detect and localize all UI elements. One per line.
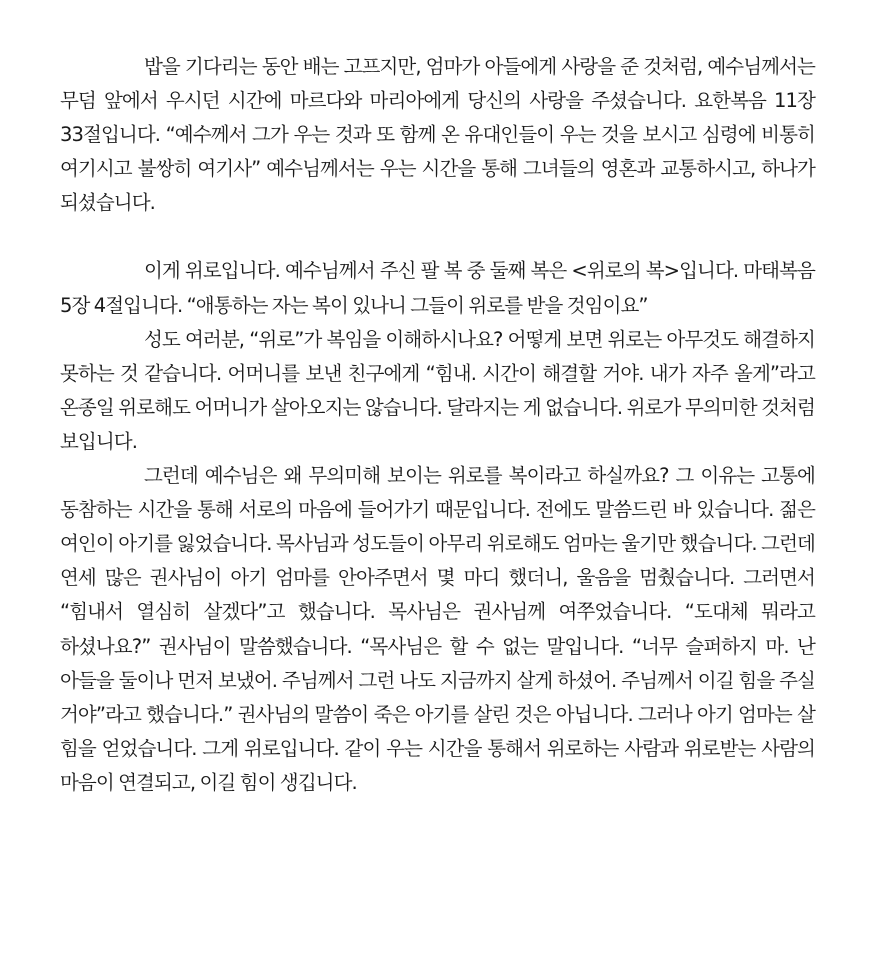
paragraph-spacer — [60, 220, 815, 254]
document-page — [60, 50, 815, 800]
paragraph-3: 성도 여러분, “위로”가 복임을 이해하시나요? 어떻게 보면 위로는 아무것도 해결하지 못하는 것 같습니다. 어머니를 보낸 친구에게 “힘내. 시간이 해결할 거야. 내가 자주 올게”라고 온종일 위로해도 어머니가 살아오지는 않습니다. 달라지는 게 없습니다. 위로가 무의미한 것처럼 보입니다. — [60, 327, 815, 453]
paragraph-4: 그런데 예수님은 왜 무의미해 보이는 위로를 복이라고 하실까요? 그 이유는 고통에 동참하는 시간을 통해 서로의 마음에 들어가기 때문입니다. 전에도 말씀드린 바 있습니다. 젊은 여인이 아기를 잃었습니다. 목사님과 성도들이 아무리 위로해도 엄마는 울기만 했습니다. 그런데 연세 많은 권사님이 아기 엄마를 안아주면서 몇 마디 했더니, 울음을 멈췄습니다. 그러면서 “힘내서 열심히 살겠다”고 했습니다. 목사님은 권사님께 여쭈었습니다. “도대체 뭐라고 하셨나요?” 권사님이 말씀했습니다. “목사님은 할 수 없는 말입니다. “너무 슬퍼하지 마. 난 아들을 둘이나 먼저 보냈어. 주님께서 그런 나도 지금까지 살게 하셨어. 주님께서 이길 힘을 주실 거야”라고 했습니다.” 권사님의 말씀이 죽은 아기를 살린 것은 아닙니다. 그러나 아기 엄마는 살 힘을 얻었습니다. 그게 위로입니다. 같이 우는 시간을 통해서 위로하는 사람과 위로받는 사람의 마음이 연결되고, 이길 힘이 생깁니다. — [60, 464, 815, 794]
paragraph-1: 밥을 기다리는 동안 배는 고프지만, 엄마가 아들에게 사랑을 준 것처럼, 예수님께서는 무덤 앞에서 우시던 시간에 마르다와 마리아에게 당신의 사랑을 주셨습니다. 요한복음 11장 33절입니다. “예수께서 그가 우는 것과 또 함께 온 유대인들이 우는 것을 보시고 심령에 비통히 여기시고 불쌍히 여기사” 예수님께서는 우는 시간을 통해 그녀들의 영혼과 교통하시고, 하나가 되셨습니다. — [60, 55, 815, 215]
paragraph-2: 이게 위로입니다. 예수님께서 주신 팔 복 중 둘째 복은 <위로의 복>입니다. 마태복음 5장 4절입니다. “애통하는 자는 복이 있나니 그들이 위로를 받을 것임이요” — [60, 259, 815, 317]
